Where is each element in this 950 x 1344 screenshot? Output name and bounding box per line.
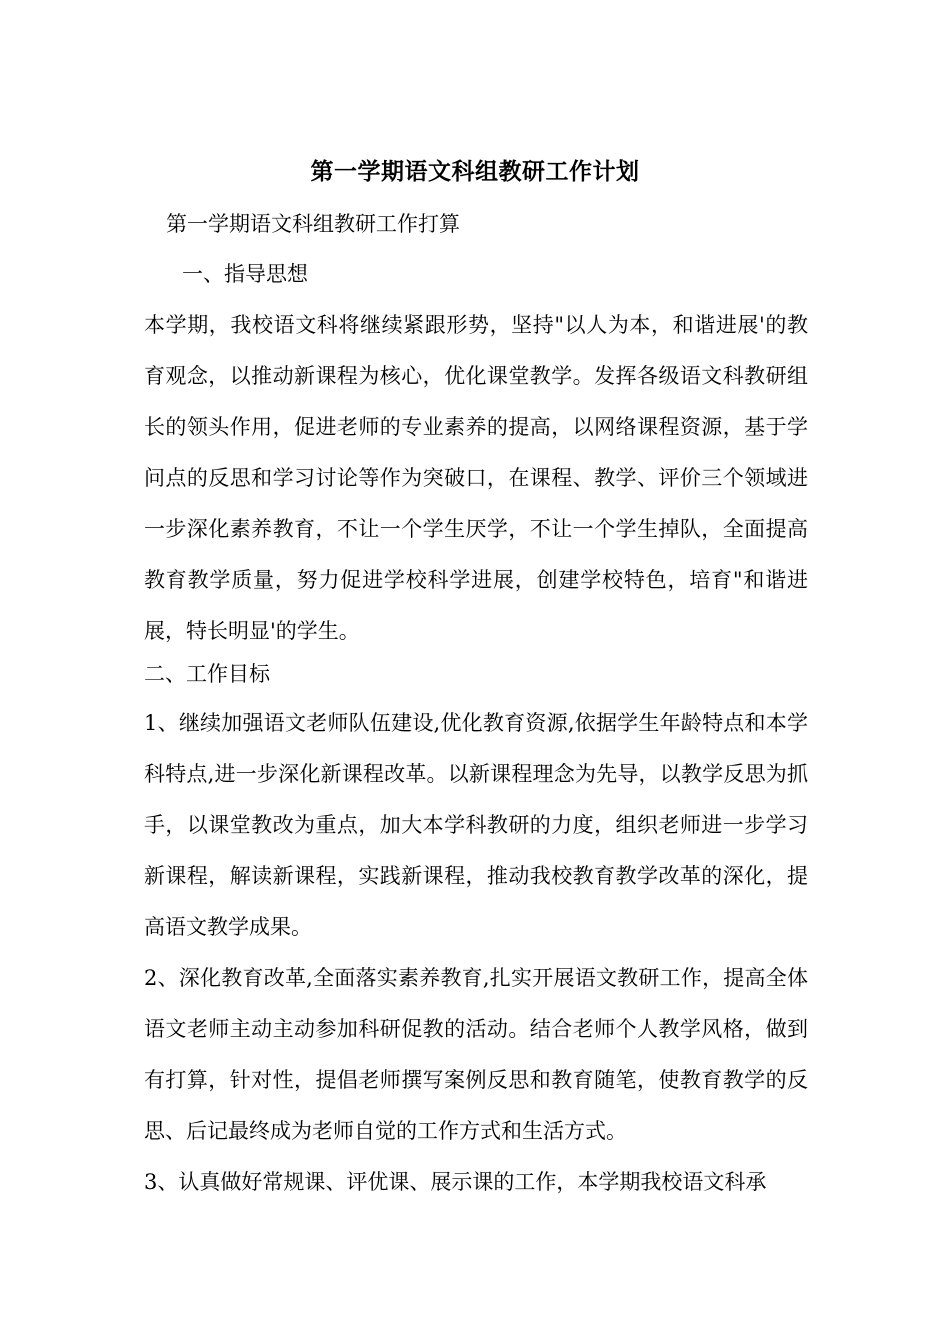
paragraph-goal-2: 2、深化教育改革,全面落实素养教育,扎实开展语文教研工作，提高全体语文老师主动主动参加科研促教的活动。结合老师个人教学风格，做到有打算，针对性，提倡老师撰写案例反思和教育随笔，使教育教学的反思、后记最终成为老师自觉的工作方式和生活方式。 bbox=[144, 966, 808, 1143]
paragraph-goal-1: 1、继续加强语文老师队伍建设,优化教育资源,依据学生年龄特点和本学科特点,进一步深化新课程改革。以新课程理念为先导，以教学反思为抓手，以课堂教改为重点，加大本学科教研的力度，组织老师进一步学习新课程，解读新课程，实践新课程，推动我校教育教学改革的深化，提高语文教学成果。 bbox=[144, 711, 808, 939]
section-heading-work-goals: 二、工作目标 bbox=[144, 662, 270, 686]
paragraph-guiding-thought: 本学期，我校语文科将继续紧跟形势，坚持"以人为本，和谐进展'的教育观念，以推动新课程为核心，优化课堂教学。发挥各级语文科教研组长的领头作用，促进老师的专业素养的提高，以网络课程资源，基于学问点的反思和学习讨论等作为突破口，在课程、教学、评价三个领域进一步深化素养教育，不让一个学生厌学，不让一个学生掉队，全面提高教育教学质量，努力促进学校科学进展，创建学校特色，培育"和谐进展，特长明显'的学生。 bbox=[144, 313, 808, 643]
document-title: 第一学期语文科组教研工作计划 bbox=[310, 158, 640, 185]
paragraph-goal-3: 3、认真做好常规课、评优课、展示课的工作，本学期我校语文科承 bbox=[144, 1170, 767, 1194]
document-subtitle: 第一学期语文科组教研工作打算 bbox=[166, 212, 460, 236]
section-heading-guiding-thought: 一、指导思想 bbox=[182, 262, 308, 286]
